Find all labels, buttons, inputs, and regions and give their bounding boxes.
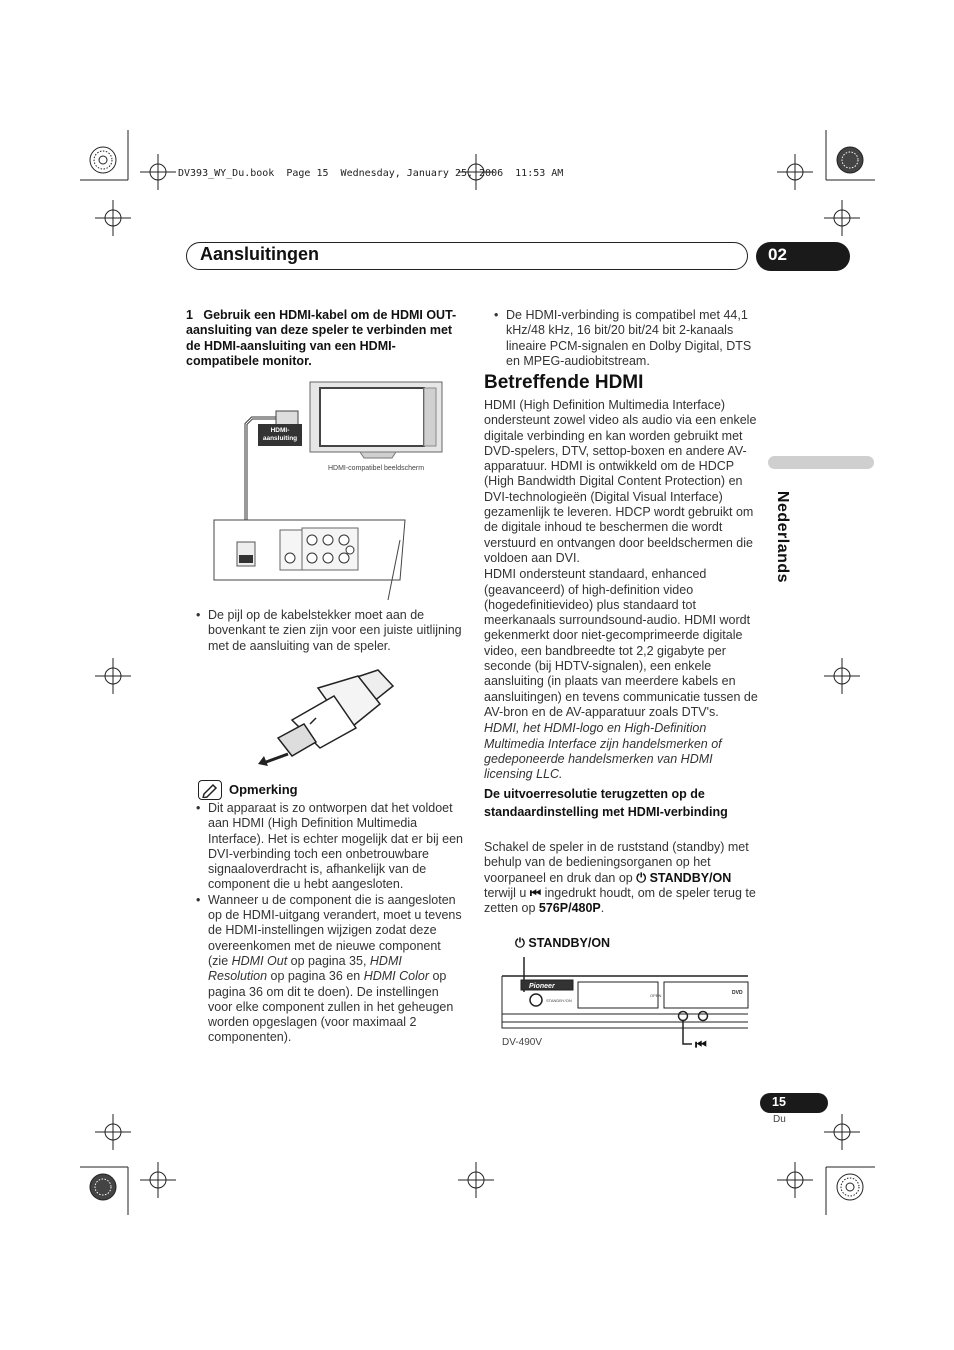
chapter-number: 02 [756, 242, 850, 271]
page-number: 15 [760, 1093, 828, 1113]
section-title: Aansluitingen [200, 244, 320, 264]
hdmi-body [484, 398, 758, 782]
ref-hdmi-color: HDMI Color [363, 969, 429, 984]
note-bullets [186, 801, 464, 1046]
key-standby: ⏻ STANDBY/ON [636, 870, 732, 885]
step-text: Gebruik een HDMI-kabel om de HDMI OUT-aansluiting van deze speler te verbinden met de HDMI-aansluiting van een HDMI-compatibele monitor. [186, 308, 457, 369]
monitor-caption: HDMI-compatibel beeldscherm [327, 465, 425, 472]
left-bullets [186, 608, 464, 654]
note-heading: Opmerking [229, 782, 298, 797]
bullet-audio-compat: • De HDMI-verbinding is compatibel met 44,1 kHz/48 kHz, 16 bit/20 bit/24 bit 2-kanaals lineaire PCM-signalen en Dolby Digital, DTS en MPEG-audiobitstream. [484, 308, 756, 369]
subheading-reset-resolution: De uitvoerresolutie terugzetten op de standaardinstelling met HDMI-verbinding [484, 787, 728, 819]
step-number: 1 [186, 308, 193, 322]
note-bullet-dvi: • Dit apparaat is zo ontworpen dat het voldoet aan HDMI (High Definition Multimedia Interface). Het is echter mogelijk dat er bij een DVI-verbinding toch een onbetrouwbare signaaloverdracht is, afhankelijk van de component die u hebt aangesloten. [186, 801, 464, 893]
standby-button-text: STANDBY/ON [546, 998, 572, 1003]
open-close-text: OPEN [650, 993, 662, 998]
para-hdmi-support: HDMI ondersteunt standaard, enhanced (geavanceerd) of high-definition video (hogedefinitievideo) plus standaard tot meerkanaals surroundsound-audio. HDMI wordt gekenmerkt door niet-gecomprimeerde digitale video, een bandbreedte tot 2,2 gigabyte per seconde (bij HDTV-signalen), een enkele aansluiting (in plaats van meerdere kabels en aansluitingen) en tevens communicatie tussen de AV-bron en de AV-apparatuur zoals DTV's. [484, 567, 758, 719]
brand-logo: Pioneer [529, 983, 555, 990]
key-prev: ⏮ [529, 885, 542, 900]
heading-betreffende-hdmi: Betreffende HDMI [484, 372, 644, 393]
para-reset: Schakel de speler in de ruststand (standby) met behulp van de bedieningsorganen op het voorpaneel en druk dan op ⏻ STANDBY/ON terwijl u ⏮ ingedrukt houdt, om de speler terug te zetten op 576P/480P. [484, 840, 756, 916]
prev-key-label: ⏮ [695, 1038, 707, 1053]
step-1 [186, 308, 461, 370]
hdmi-plug-illustration [258, 668, 398, 768]
dvd-logo: DVD [732, 990, 743, 996]
ref-hdmi-resolution: HDMI Resolution [208, 953, 402, 984]
key-576p: 576P/480P [538, 901, 601, 916]
right-top-bullets [484, 308, 756, 369]
note-icon [198, 780, 222, 800]
front-panel-illustration [496, 952, 756, 1062]
bullet-arrow-alignment: • De pijl op de kabelstekker moet aan de bovenkant te zien zijn voor een juiste uitlijning met de aansluiting van de speler. [186, 608, 464, 654]
player-rear-illustration [214, 520, 405, 600]
language-tab-bar [768, 456, 874, 469]
hdmi-connection-diagram [210, 380, 465, 600]
para-hdmi-intro: HDMI (High Definition Multimedia Interface) ondersteunt zowel video als audio via een enkele digitale verbinding en kan worden gebruikt met DVD-spelers, DTV, settop-boxen en andere AV-apparatuur. HDMI is ontwikkeld om de HDCP (High Bandwidth Digital Content Protection) en DVI-technologieën (Digital Visual Interface) gezamenlijk te leveren. HDCP wordt gebruikt om de digitale inhoud te beschermen die wordt verstuurd en ontvangen door beeldschermen die voldoen aan DVI. [484, 398, 757, 565]
note-bullet-settings: • Wanneer u de component die is aangesloten op de HDMI-uitgang verandert, moet u tevens de HDMI-instellingen wijzigen zodat deze overeenkomen met de nieuwe component (zie HDMI Out op pagina 35, HDMI Resolution op pagina 36 en HDMI Color op pagina 36 om dit te doen). De instellingen voor elke component zullen in het geheugen worden opgeslagen (voor maximaal 2 componenten). [186, 893, 464, 1046]
model-label: DV-490V [502, 1037, 543, 1048]
ref-hdmi-out: HDMI Out [231, 953, 288, 968]
book-header: DV393_WY_Du.book Page 15 Wednesday, January 25, 2006 11:53 AM [178, 168, 564, 179]
language-code: Du [773, 1114, 786, 1125]
figure-standby-label: ⏻ STANDBY/ON [515, 936, 611, 950]
monitor-illustration [310, 382, 442, 458]
hdmi-jack-label: HDMI-aansluiting [262, 427, 298, 442]
side-language-label: Nederlands [774, 490, 791, 584]
trademark-note: HDMI, het HDMI-logo en High-Definition Multimedia Interface zijn handelsmerken of gedeponeerde handelsmerken van HDMI licensing LLC. [484, 721, 722, 782]
